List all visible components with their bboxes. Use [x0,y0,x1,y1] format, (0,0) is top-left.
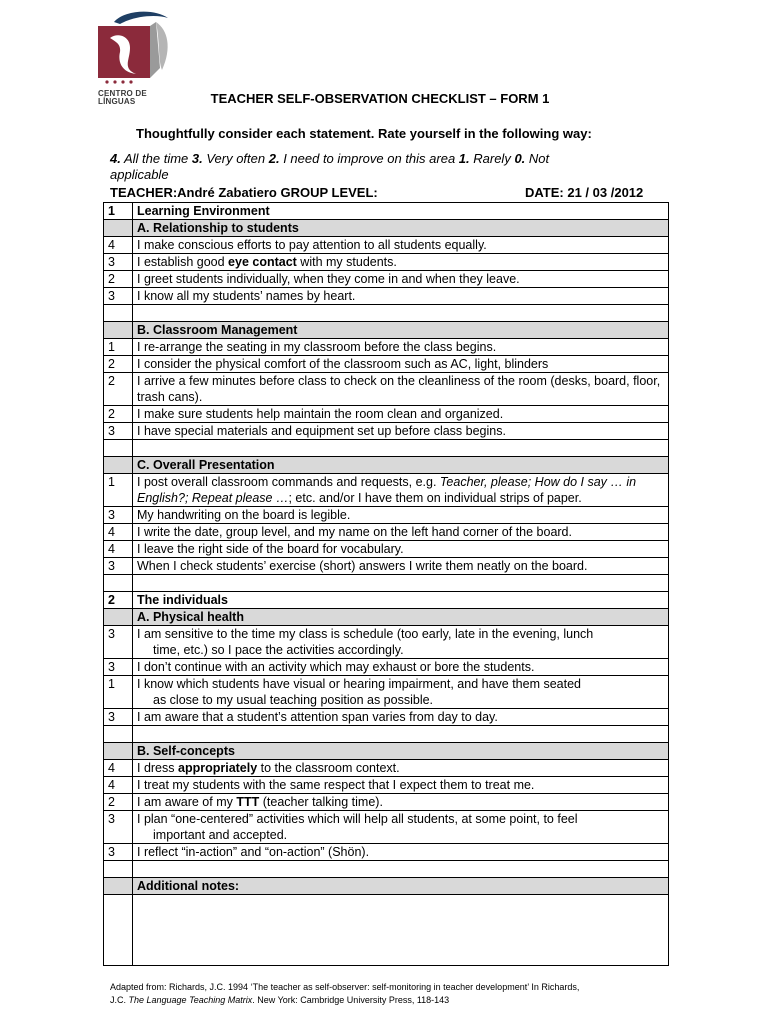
statement-cell [133,760,669,777]
table-row [104,861,669,878]
table-row [104,288,669,305]
statement-text: I am sensitive to the time my class is schedule (too early, late in the evening, lunch [137,627,594,641]
table-row [104,575,669,592]
rating-cell [104,220,133,237]
statement-emphasis: eye contact [228,255,297,269]
citation-book-title: The Language Teaching Matrix [128,995,253,1005]
rating-cell: 1 [104,203,133,220]
table-row [104,844,669,861]
table-row [104,743,669,760]
scale-1-num: 1. [458,151,470,166]
statement-cell: I consider the physical comfort of the classroom such as AC, light, blinders [133,356,669,373]
statement-cell: I don’t continue with an activity which may exhaust or bore the students. [133,659,669,676]
rating-cell: 3 [104,507,133,524]
scale-4-text: All the time [120,151,192,166]
statement-cell [133,254,669,271]
rating-cell [104,726,133,743]
page-title: TEACHER SELF-OBSERVATION CHECKLIST – FORM 1 [210,91,550,106]
table-row [104,457,669,474]
logo-name-line1: CENTRO DE [98,89,147,98]
statement-text: I dress [137,761,178,775]
statement-cell: I reflect “in-action” and “on-action” (Shön). [133,844,669,861]
rating-cell: 2 [104,592,133,609]
table-row [104,895,669,966]
table-row [104,811,669,844]
statement-text: to the classroom context. [257,761,400,775]
table-row [104,339,669,356]
statement-cell: I make conscious efforts to pay attention to all students equally. [133,237,669,254]
statement-cell [133,440,669,457]
notes-title: Additional notes: [133,878,669,895]
date-line: DATE: 21 / 03 /2012 [525,185,644,200]
statement-cell: I leave the right side of the board for vocabulary. [133,541,669,558]
table-row [104,626,669,659]
table-row [104,305,669,322]
rating-cell: 4 [104,524,133,541]
rating-cell [104,895,133,966]
category-title: The individuals [133,592,669,609]
table-row [104,507,669,524]
scale-0-num: 0. [514,151,526,166]
statement-cell: I write the date, group level, and my name on the left hand corner of the board. [133,524,669,541]
logo-emblem-icon [96,8,176,88]
statement-text: ; etc. and/or I have them on individual strips of paper. [288,491,582,505]
section-title: A. Physical health [133,609,669,626]
rating-cell [104,609,133,626]
rating-cell: 3 [104,254,133,271]
statement-cell [133,794,669,811]
rating-cell: 3 [104,659,133,676]
rating-cell: 3 [104,558,133,575]
rating-cell: 2 [104,406,133,423]
rating-cell: 1 [104,676,133,709]
statement-text: I am aware of my [137,795,237,809]
statement-cell: I make sure students help maintain the room clean and organized. [133,406,669,423]
table-row [104,373,669,406]
scale-3-text: Very often [202,151,269,166]
statement-example: Teacher, please; How do I say … in English?; Repeat please … [137,475,637,505]
table-row [104,237,669,254]
table-row [104,558,669,575]
table-row [104,777,669,794]
statement-text: (teacher talking time). [259,795,383,809]
statement-text-continued: as close to my usual teaching position as possible. [153,693,434,707]
statement-text-continued: important and accepted. [153,828,288,842]
table-row [104,254,669,271]
rating-cell [104,575,133,592]
table-row [104,322,669,339]
section-title: C. Overall Presentation [133,457,669,474]
scale-1-text: Rarely [469,151,515,166]
statement-text: I post overall classroom commands and requests, e.g. [137,475,440,489]
table-row [104,659,669,676]
rating-cell: 2 [104,794,133,811]
statement-cell: I arrive a few minutes before class to check on the cleanliness of the room (desks, board, floor, trash cans). [133,373,669,406]
rating-cell: 4 [104,237,133,254]
statement-cell: I greet students individually, when they come in and when they leave. [133,271,669,288]
statement-text: I establish good [137,255,229,269]
statement-emphasis: appropriately [178,761,258,775]
table-row [104,760,669,777]
statement-cell [133,474,669,507]
rating-cell: 3 [104,288,133,305]
statement-cell [133,726,669,743]
section-title: A. Relationship to students [133,220,669,237]
rating-cell [104,322,133,339]
table-row [104,609,669,626]
rating-cell: 4 [104,760,133,777]
statement-cell: When I check students’ exercise (short) answers I write them neatly on the board. [133,558,669,575]
rating-cell [104,878,133,895]
table-row [104,709,669,726]
rating-cell: 3 [104,626,133,659]
citation-footer [110,981,670,1007]
citation-line2-post: . New York: Cambridge University Press, 118-143 [252,995,450,1005]
statement-cell: My handwriting on the board is legible. [133,507,669,524]
category-title: Learning Environment [133,203,669,220]
logo [96,8,176,104]
logo-name-line2: LÍNGUAS [98,97,136,106]
table-row [104,676,669,709]
statement-cell [133,811,669,844]
section-title: B. Self-concepts [133,743,669,760]
statement-text-continued: time, etc.) so I pace the activities accordingly. [153,643,404,657]
statement-cell [133,861,669,878]
rating-cell [104,440,133,457]
rating-cell [104,861,133,878]
statement-text: I plan “one-centered” activities which will help all students, at some point, to feel [137,812,578,826]
statement-cell: I treat my students with the same respect that I expect them to treat me. [133,777,669,794]
rating-cell [104,457,133,474]
rating-cell: 2 [104,271,133,288]
rating-scale [110,151,590,183]
table-row [104,271,669,288]
rating-cell: 3 [104,811,133,844]
table-row [104,794,669,811]
rating-cell: 4 [104,777,133,794]
table-row [104,356,669,373]
table-row [104,878,669,895]
rating-cell: 1 [104,474,133,507]
statement-cell: I am aware that a student’s attention span varies from day to day. [133,709,669,726]
statement-cell: I re-arrange the seating in my classroom before the class begins. [133,339,669,356]
table-row [104,541,669,558]
citation-line1: Adapted from: Richards, J.C. 1994 ‘The teacher as self-observer: self-monitoring in teacher development’ In Richards, [110,982,580,992]
statement-text: with my students. [296,255,397,269]
scale-3-num: 3. [191,151,203,166]
section-title: B. Classroom Management [133,322,669,339]
teacher-line: TEACHER:André Zabatiero GROUP LEVEL: [110,185,378,200]
table-row [104,474,669,507]
table-row [104,726,669,743]
citation-line2-pre: J.C. [110,995,129,1005]
statement-emphasis: TTT [236,795,260,809]
table-row [104,406,669,423]
statement-cell [133,626,669,659]
scale-4-num: 4. [110,151,121,166]
rating-cell: 3 [104,844,133,861]
statement-text: I know which students have visual or hearing impairment, and have them seated [137,677,581,691]
rating-cell: 1 [104,339,133,356]
table-row [104,440,669,457]
scale-0-text: Not applicable [110,151,550,182]
statement-cell: I have special materials and equipment set up before class begins. [133,423,669,440]
statement-cell [133,305,669,322]
statement-cell [133,676,669,709]
citation-line2 [110,994,670,1007]
statement-cell [133,575,669,592]
table-row [104,592,669,609]
rating-cell: 3 [104,709,133,726]
rating-cell [104,305,133,322]
scale-2-num: 2. [268,151,280,166]
table-row [104,423,669,440]
statement-cell [133,895,669,966]
table-row [104,220,669,237]
checklist-table [103,202,669,966]
rating-cell: 4 [104,541,133,558]
rating-cell: 2 [104,356,133,373]
rating-cell: 3 [104,423,133,440]
instruction-text: Thoughtfully consider each statement. Rate yourself in the following way: [136,126,592,141]
rating-cell [104,743,133,760]
statement-cell: I know all my students’ names by heart. [133,288,669,305]
table-row [104,203,669,220]
rating-cell: 2 [104,373,133,406]
scale-2-text: I need to improve on this area [279,151,459,166]
table-row [104,524,669,541]
